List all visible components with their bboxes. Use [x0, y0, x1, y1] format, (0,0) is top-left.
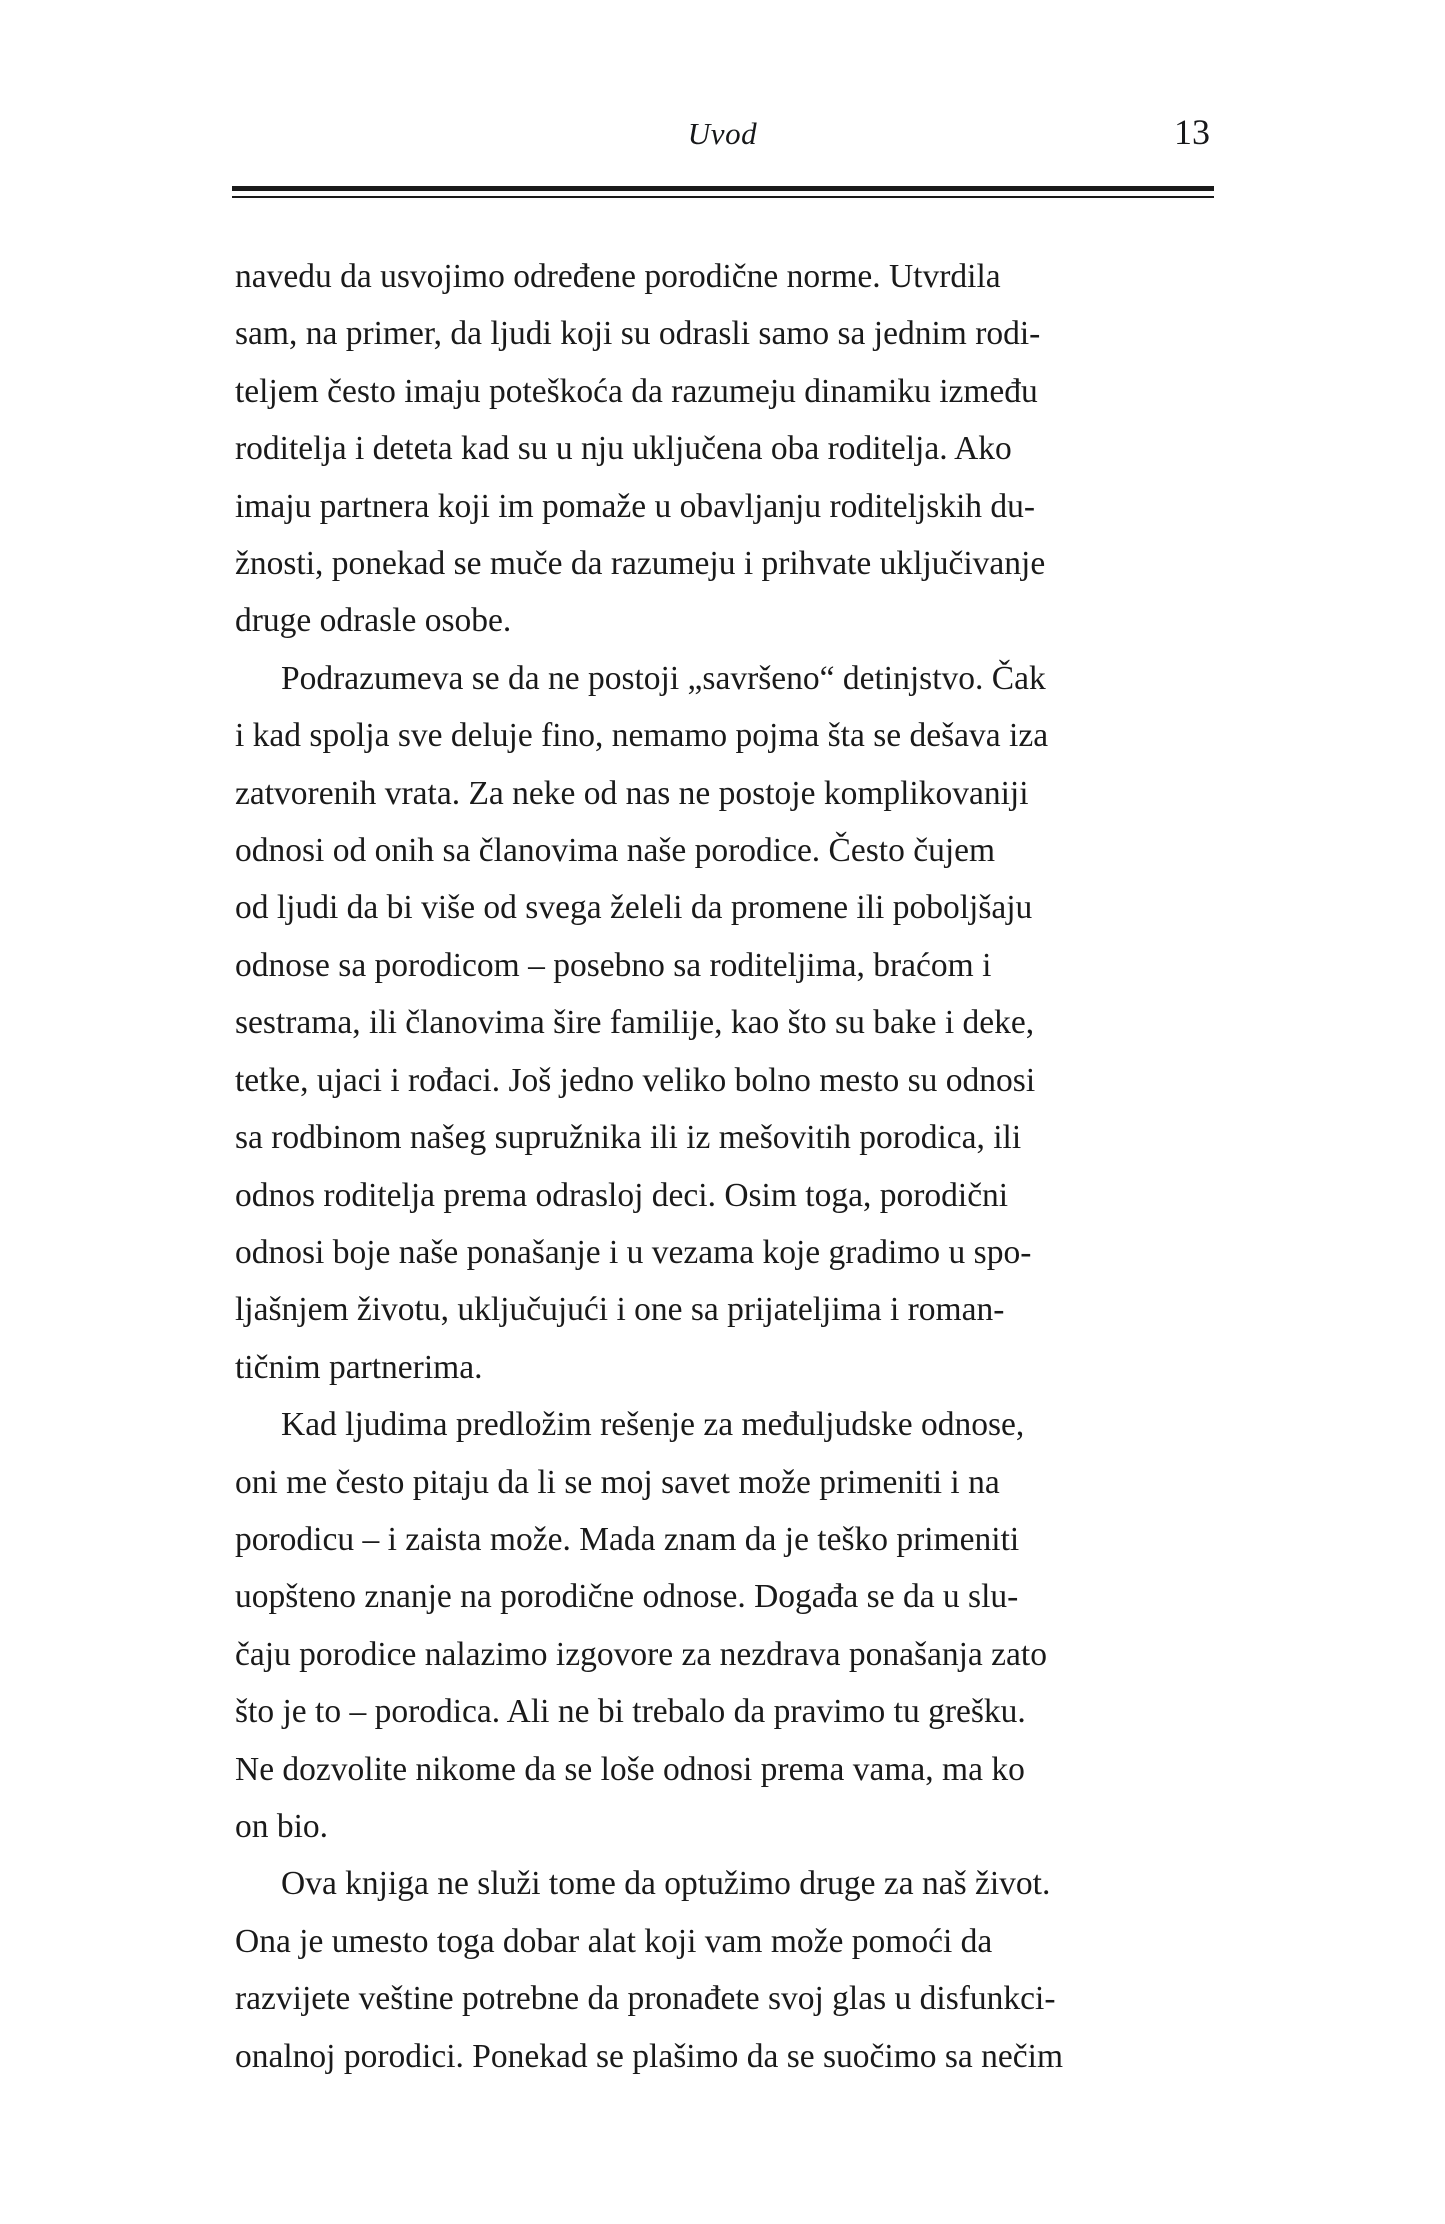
line-text: Ova knjiga ne služi tome da optužimo druge za naš život. — [281, 1865, 1051, 1903]
line-text: porodicu – i zaista može. Mada znam da je teško primeniti — [235, 1520, 1020, 1558]
line-text: odnosi boje naše ponašanje i u vezama koje gradimo u spo- — [235, 1233, 1032, 1271]
text-line — [235, 1281, 1215, 1338]
paragraph — [235, 1855, 1215, 2085]
text-line — [235, 1167, 1215, 1224]
text-line — [235, 765, 1215, 822]
rule-thin — [232, 196, 1214, 198]
text-line — [235, 1855, 1215, 1912]
text-line — [235, 1683, 1215, 1740]
text-line — [235, 592, 1215, 649]
line-text: i kad spolja sve deluje fino, nemamo pojma šta se dešava iza — [235, 717, 1049, 755]
line-text: odnose sa porodicom – posebno sa roditeljima, braćom i — [235, 946, 992, 984]
text-line — [235, 1913, 1215, 1970]
line-text: imaju partnera koji im pomaže u obavljanju roditeljskih du- — [235, 487, 1036, 525]
line-text: druge odrasle osobe. — [235, 602, 512, 640]
line-text: teljem često imaju poteškoća da razumeju dinamiku između — [235, 372, 1038, 410]
line-text: zatvorenih vrata. Za neke od nas ne postoje komplikovaniji — [235, 774, 1029, 812]
text-line — [235, 994, 1215, 1051]
paragraph — [235, 248, 1215, 650]
line-text: Ona je umesto toga dobar alat koji vam može pomoći da — [235, 1922, 993, 1960]
text-line — [235, 822, 1215, 879]
text-line — [235, 420, 1215, 477]
text-line — [235, 305, 1215, 362]
text-line — [235, 707, 1215, 764]
line-text: odnos roditelja prema odrasloj deci. Osim toga, porodični — [235, 1176, 1009, 1214]
text-line — [235, 937, 1215, 994]
body-text-block — [235, 248, 1215, 2085]
text-line — [235, 1052, 1215, 1109]
line-text: čaju porodice nalazimo izgovore za nezdrava ponašanja zato — [235, 1635, 1047, 1673]
line-text: ljašnjem životu, uključujući i one sa prijateljima i roman- — [235, 1291, 1005, 1329]
text-line — [235, 363, 1215, 420]
text-line — [235, 1224, 1215, 1281]
text-line — [235, 1454, 1215, 1511]
text-line — [235, 1511, 1215, 1568]
page-number: 13 — [1174, 112, 1210, 152]
text-line — [235, 1396, 1215, 1453]
line-text: žnosti, ponekad se muče da razumeju i prihvate uključivanje — [235, 545, 1046, 583]
line-text: Kad ljudima predložim rešenje za međuljudske odnose, — [281, 1406, 1025, 1444]
text-line — [235, 1970, 1215, 2027]
line-text: sa rodbinom našeg supružnika ili iz mešovitih porodica, ili — [235, 1119, 1022, 1157]
text-line — [235, 1798, 1215, 1855]
line-text: Podrazumeva se da ne postoji „savršeno“ detinjstvo. Čak — [281, 659, 1046, 697]
text-line — [235, 248, 1215, 305]
text-line — [235, 1339, 1215, 1396]
paragraph — [235, 650, 1215, 1396]
line-text: oni me često pitaju da li se moj savet može primeniti i na — [235, 1463, 1000, 1501]
line-text: od ljudi da bi više od svega želeli da promene ili poboljšaju — [235, 889, 1033, 927]
line-text: razvijete veštine potrebne da pronađete svoj glas u disfunkci- — [235, 1980, 1056, 2018]
running-header — [235, 112, 1210, 166]
line-text: što je to – porodica. Ali ne bi trebalo da pravimo tu grešku. — [235, 1693, 1026, 1731]
line-text: tetke, ujaci i rođaci. Još jedno veliko bolno mesto su odnosi — [235, 1061, 1036, 1099]
text-line — [235, 1109, 1215, 1166]
line-text: Ne dozvolite nikome da se loše odnosi prema vama, ma ko — [235, 1750, 1025, 1788]
header-double-rule — [232, 186, 1214, 198]
text-line — [235, 650, 1215, 707]
running-header-title: Uvod — [687, 116, 758, 151]
line-text: on bio. — [235, 1807, 329, 1845]
text-line — [235, 478, 1215, 535]
text-line — [235, 535, 1215, 592]
text-line — [235, 1626, 1215, 1683]
line-text: sestrama, ili članovima šire familije, kao što su bake i deke, — [235, 1004, 1035, 1042]
line-text: sam, na primer, da ljudi koji su odrasli samo sa jednim rodi- — [235, 315, 1041, 353]
line-text: uopšteno znanje na porodične odnose. Događa se da u slu- — [235, 1578, 1019, 1616]
line-text: roditelja i deteta kad su u nju uključena oba roditelja. Ako — [235, 430, 1012, 468]
paragraph — [235, 1396, 1215, 1855]
text-line — [235, 1568, 1215, 1625]
text-line — [235, 2028, 1215, 2085]
line-text: onalnoj porodici. Ponekad se plašimo da se suočimo sa nečim — [235, 2037, 1064, 2075]
line-text: tičnim partnerima. — [235, 1348, 483, 1386]
line-text: navedu da usvojimo određene porodične norme. Utvrdila — [235, 258, 1001, 295]
line-text: odnosi od onih sa članovima naše porodice. Često čujem — [235, 832, 996, 870]
text-line — [235, 1741, 1215, 1798]
text-line — [235, 879, 1215, 936]
